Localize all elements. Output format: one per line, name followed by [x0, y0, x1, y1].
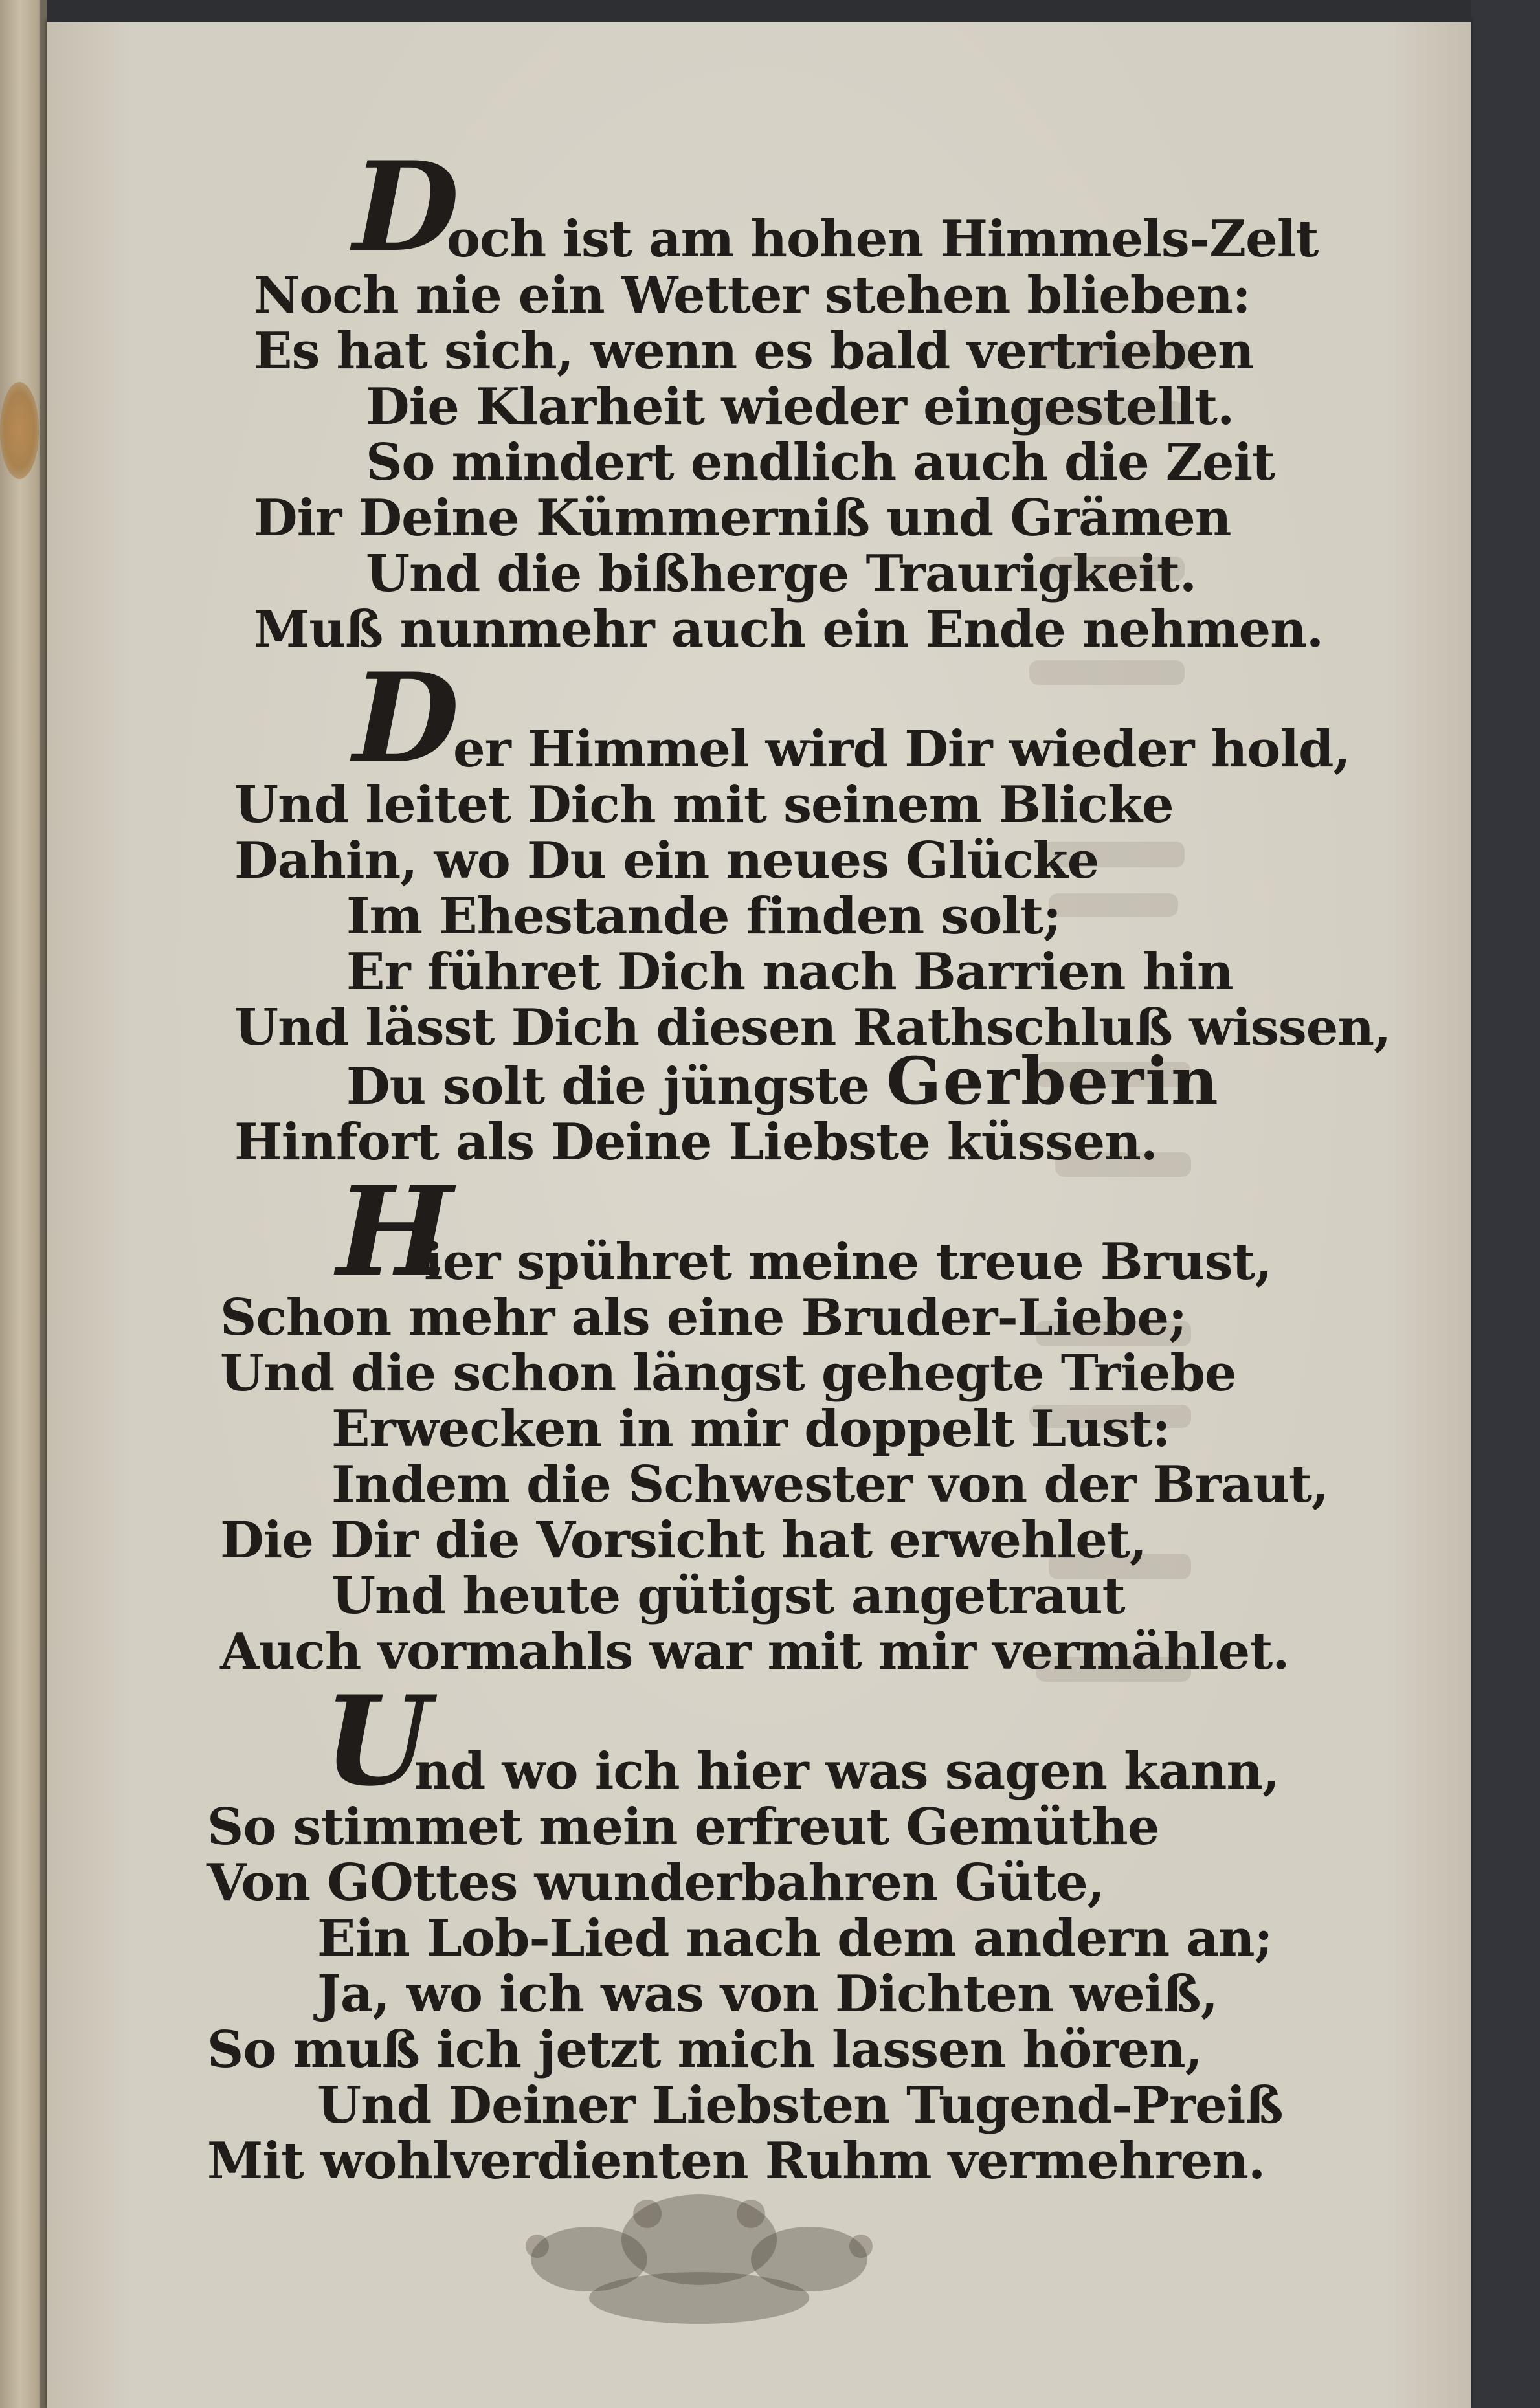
- verse-line: Dir Deine Kümmerniß und Grämen: [254, 489, 1231, 548]
- verse-line: So stimmet mein erfreut Gemüthe: [207, 1798, 1159, 1856]
- verse-line: Im Ehestande finden solt;: [346, 887, 1061, 946]
- drop-cap: U: [324, 1669, 431, 1813]
- verse-line: Schon mehr als eine Bruder-Liebe;: [220, 1288, 1187, 1347]
- verse-line: och ist am hohen Himmels-Zelt: [447, 210, 1319, 269]
- verse-line: Und lässt Dich diesen Rathschluß wissen,: [234, 998, 1391, 1057]
- drop-cap: D: [353, 135, 460, 279]
- verse-line: Hinfort als Deine Liebste küssen.: [234, 1113, 1157, 1172]
- verse-line: [346, 1043, 1220, 1119]
- verse-line: Und leitet Dich mit seinem Blicke: [234, 775, 1174, 834]
- verse-line: Es hat sich, wenn es bald vertrieben: [254, 322, 1254, 381]
- verse-line: So mindert endlich auch die Zeit: [366, 433, 1275, 492]
- verse-line: Und die bißherge Traurigkeit.: [366, 544, 1197, 603]
- verse-line: Auch vormahls war mit mir vermählet.: [220, 1622, 1289, 1681]
- verse-line: Und die schon längst gehegte Triebe: [220, 1344, 1236, 1403]
- verse-line: Von GOttes wunderbahren Güte,: [207, 1853, 1104, 1912]
- verse-line: Und Deiner Liebsten Tugend-Preiß: [317, 2076, 1283, 2135]
- verse-line: Dahin, wo Du ein neues Glücke: [234, 831, 1099, 890]
- verse-line: Noch nie ein Wetter stehen blieben:: [254, 266, 1251, 325]
- verse-line: Ein Lob-Lied nach dem andern an;: [317, 1909, 1273, 1968]
- verse-line: Und heute gütigst angetraut: [331, 1566, 1125, 1625]
- verse-text: Du solt die jüngste: [346, 1057, 887, 1116]
- verse-line: er Himmel wird Dir wieder hold,: [453, 720, 1350, 779]
- verse-line: Muß nunmehr auch ein Ende nehmen.: [254, 600, 1323, 659]
- verse-line: Ja, wo ich was von Dichten weiß,: [317, 1965, 1218, 2023]
- verse-line: Erwecken in mir doppelt Lust:: [331, 1399, 1170, 1458]
- verse-line: Er führet Dich nach Barrien hin: [346, 942, 1233, 1001]
- drop-cap: H: [337, 1159, 453, 1304]
- verse-line: Indem die Schwester von der Braut,: [331, 1455, 1329, 1514]
- verse-line: So muß ich jetzt mich lassen hören,: [207, 2020, 1202, 2079]
- verse-line: ier spühret meine treue Brust,: [424, 1232, 1272, 1291]
- emphasized-name: Gerberin: [886, 1043, 1220, 1119]
- verse-line: Die Klarheit wieder eingestellt.: [366, 377, 1234, 436]
- drop-cap: D: [353, 646, 460, 790]
- verse-line: Die Dir die Vorsicht hat erwehlet,: [220, 1511, 1147, 1570]
- verse-line: Mit wohlverdienten Ruhm vermehren.: [207, 2132, 1266, 2191]
- verse-line: nd wo ich hier was sagen kann,: [414, 1742, 1280, 1801]
